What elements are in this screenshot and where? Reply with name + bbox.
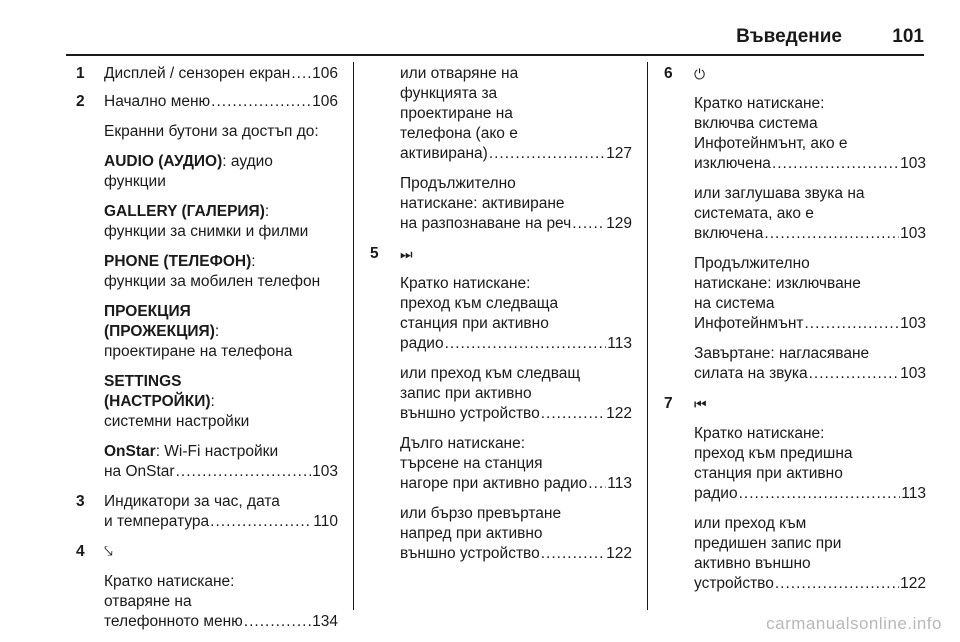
onstar-label: OnStar	[104, 443, 156, 460]
list-item-2	[76, 92, 338, 482]
gallery-label: GALLERY (ГАЛЕРИЯ)	[104, 203, 265, 220]
page-ref: 106	[312, 65, 338, 82]
item-number: 1	[76, 65, 85, 82]
leader-dots	[541, 404, 605, 424]
page-ref: 103	[900, 315, 926, 332]
column-1	[76, 64, 338, 632]
page-ref: 110	[313, 513, 338, 530]
item-number: 2	[76, 93, 85, 110]
page-ref: 122	[606, 405, 632, 422]
page-ref: 134	[312, 613, 338, 630]
leader-dots	[775, 574, 899, 594]
page-number: 101	[892, 26, 924, 47]
leader-dots	[764, 224, 899, 244]
page-ref: 127	[606, 145, 632, 162]
list-item-5: 5 ⏭ Кратко натискане: преход към следваща станция при активно радио ..... 113 или преход към следващ запис при активно външно устройство ..... 122 Дълго натискане: търсене на станция нагоре при активно радио ..... 113 или бързо превъртане напред при активно външно устройство ..... 122	[370, 244, 632, 564]
previous-track-icon: ⏮	[694, 396, 707, 412]
page-ref: 103	[900, 365, 926, 382]
leader-dots	[809, 364, 900, 384]
list-item-6: 6 ⏻ Кратко натискане: включва система Инфотейнмънт, ако е изключена ..... 103 или заглушава звука на системата, ако е включена ..... 103 Продължително натискане: изключване на система Инфотейнмънт ..... 103 Завъртане: нагласяване силата на звука ..... 103	[664, 64, 926, 384]
projection-entry: ПРОЕКЦИЯ (ПРОЖЕКЦИЯ): проектиране на телефона	[104, 302, 338, 362]
page-header	[66, 26, 924, 54]
page-ref: 122	[606, 545, 632, 562]
list-item-3: 3 Индикатори за час, дата и температура ..... 110	[76, 492, 338, 532]
item-text: Начално меню	[104, 93, 211, 110]
page-ref: 113	[607, 475, 632, 492]
gallery-entry: GALLERY (ГАЛЕРИЯ): функции за снимки и филми	[104, 203, 309, 240]
settings-entry: SETTINGS (НАСТРОЙКИ): системни настройки	[104, 372, 338, 432]
leader-dots	[244, 612, 311, 632]
page-ref: 106	[312, 93, 338, 110]
audio-entry: AUDIO (АУДИО): аудио функции	[104, 153, 273, 190]
item-number: 5	[370, 245, 379, 262]
watermark-text: carmanualsonline.info	[766, 614, 942, 633]
audio-label: AUDIO (АУДИО)	[104, 153, 223, 170]
leader-dots	[739, 484, 901, 504]
page-ref: 122	[900, 575, 926, 592]
page-ref: 129	[606, 215, 632, 232]
page-ref: 113	[901, 485, 926, 502]
projection-toggle-entry: или отваряне на функцията за проектиране на телефона (ако е активирана) ..... 127	[400, 64, 632, 164]
leader-dots	[572, 214, 605, 234]
next-track-icon: ⏭	[400, 246, 413, 262]
leader-dots	[176, 462, 312, 482]
page-ref: 103	[312, 463, 338, 480]
phone-entry: PHONE (ТЕЛЕФОН): функции за мобилен телефон	[104, 253, 321, 290]
leader-dots	[291, 64, 311, 84]
section-title: Въведение	[736, 26, 842, 47]
column-divider-1	[353, 62, 354, 610]
leader-dots	[445, 334, 607, 354]
list-item-7: 7 ⏮ Кратко натискане: преход към предишна станция при активно радио ..... 113 или преход към предишен запис при активно външно устройство ..... 122	[664, 394, 926, 594]
list-item-1	[76, 64, 338, 84]
phone-label: PHONE (ТЕЛЕФОН)	[104, 253, 252, 270]
column-3	[664, 64, 926, 604]
leader-dots	[489, 144, 605, 164]
leader-dots	[541, 544, 605, 564]
column-2	[370, 64, 632, 574]
item-text: Дисплей / сензорен екран	[104, 65, 291, 82]
header-rule	[66, 54, 924, 56]
voice-recognition-entry: Продължително натискане: активиране на разпознаване на реч ..... 129	[400, 174, 632, 234]
leader-dots	[211, 92, 311, 112]
leader-dots	[588, 474, 606, 494]
column-divider-2	[647, 62, 648, 610]
leader-dots	[772, 154, 899, 174]
phone-icon: ⤥	[104, 543, 113, 560]
item-number: 7	[664, 395, 673, 412]
power-icon: ⏻	[694, 66, 706, 82]
settings-label: SETTINGS	[104, 373, 182, 390]
leader-dots	[805, 314, 900, 334]
item-number: 3	[76, 493, 85, 510]
item-number: 4	[76, 543, 85, 560]
onstar-entry: OnStar: Wi-Fi настройки на OnStar ..... 103	[104, 442, 338, 482]
list-item-4: 4 ⤥ Кратко натискане: отваряне на телефонното меню ..... 134	[76, 542, 338, 632]
projection-label: ПРОЕКЦИЯ	[104, 303, 191, 320]
page-ref: 103	[900, 155, 926, 172]
leader-dots	[210, 512, 312, 532]
item-number: 6	[664, 65, 673, 82]
page-ref: 103	[900, 225, 926, 242]
page-ref: 113	[607, 335, 632, 352]
intro-text: Екранни бутони за достъп до:	[104, 123, 319, 140]
